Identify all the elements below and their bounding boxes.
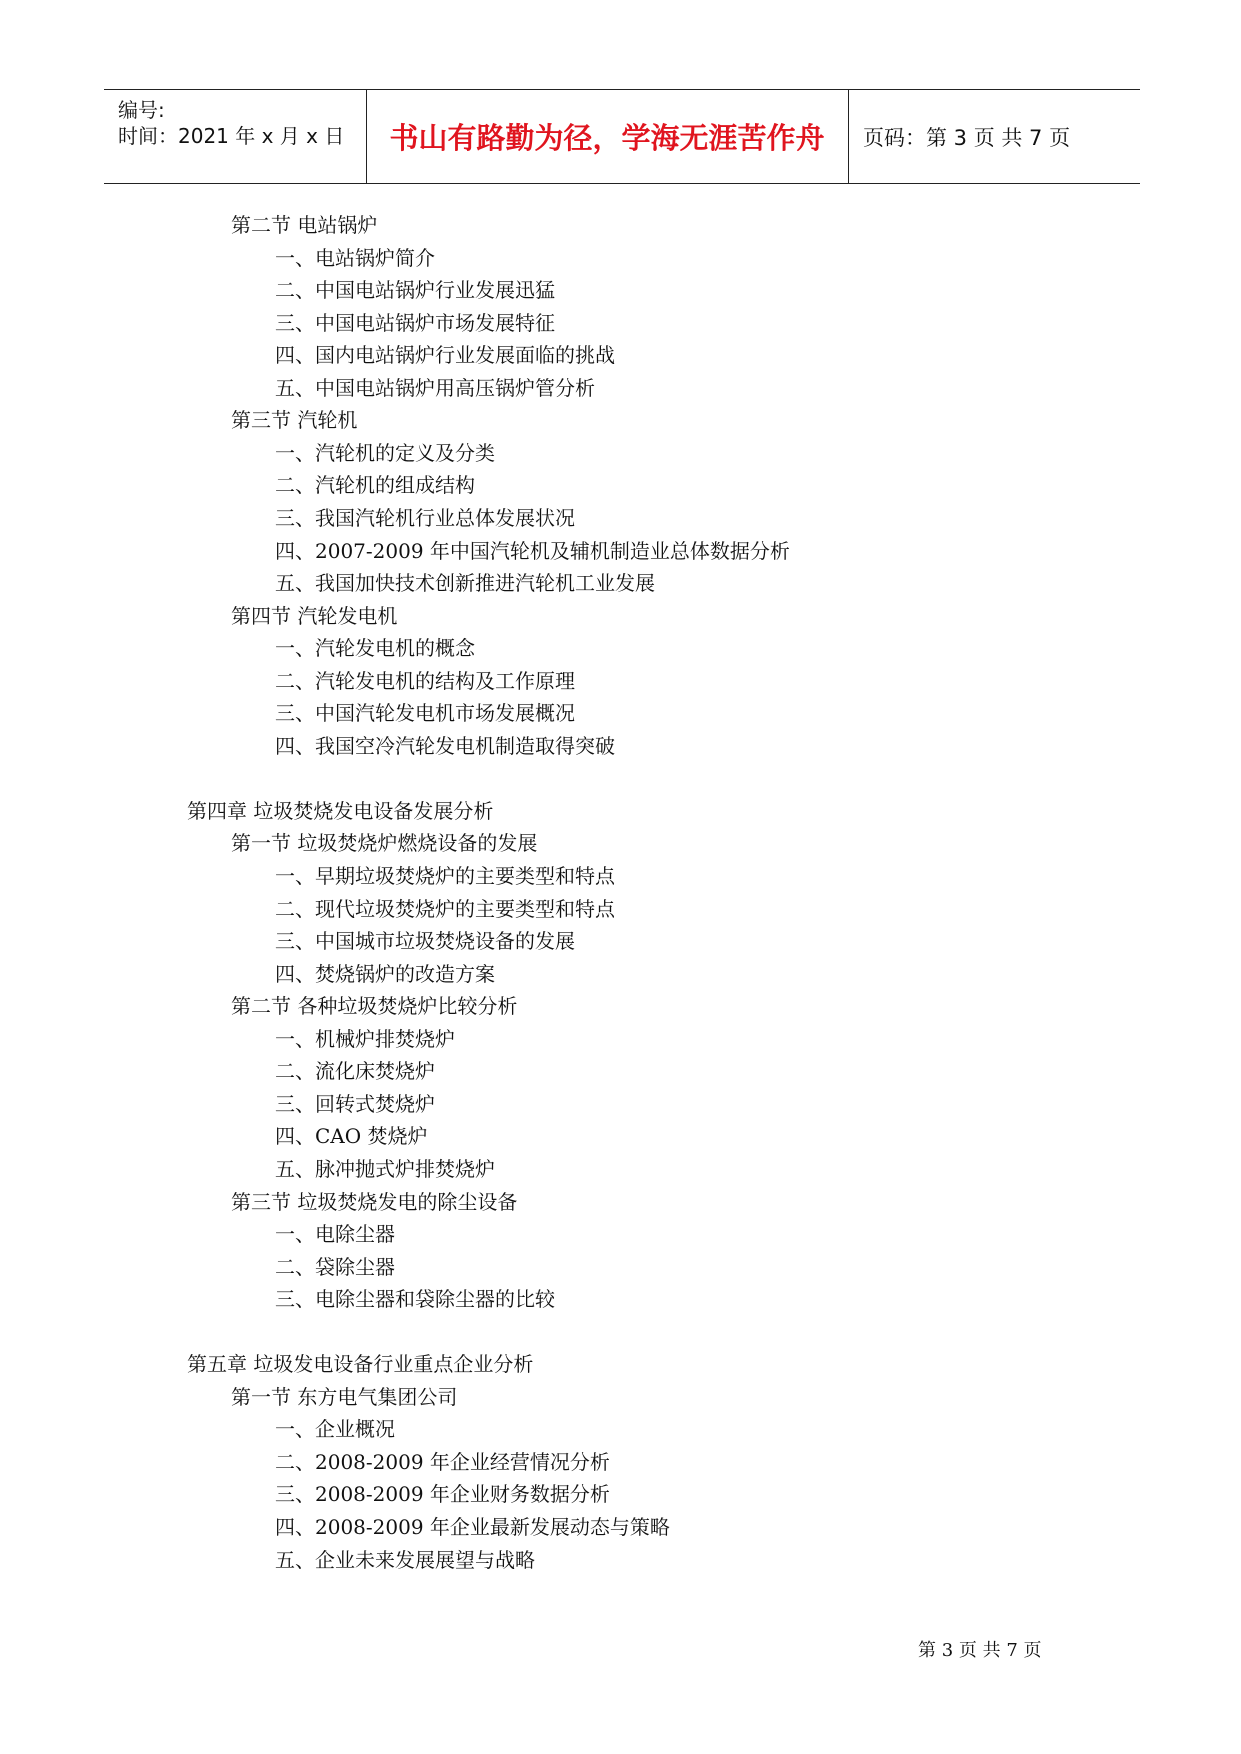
header-meta-cell: [104, 90, 367, 183]
toc-item: 三、中国城市垃圾焚烧设备的发展: [275, 929, 575, 954]
toc-item: 二、现代垃圾焚烧炉的主要类型和特点: [275, 896, 615, 921]
toc-item: 三、电除尘器和袋除尘器的比较: [275, 1287, 555, 1312]
toc-section: 第一节 垃圾焚烧炉燃烧设备的发展: [231, 831, 538, 856]
header-motto: 书山有路勤为径，学海无涯苦作舟: [366, 90, 849, 183]
toc-item: 一、汽轮发电机的概念: [275, 636, 475, 661]
toc-section: 第三节 汽轮机: [231, 408, 358, 433]
toc-item: 三、中国汽轮发电机市场发展概况: [275, 701, 575, 726]
toc-chapter: 第五章 垃圾发电设备行业重点企业分析: [187, 1352, 534, 1377]
document-date-label: 时间：2021 年 x 月 x 日: [118, 124, 345, 148]
toc-item: 二、中国电站锅炉行业发展迅猛: [275, 278, 555, 303]
toc-section: 第四节 汽轮发电机: [231, 603, 398, 628]
toc-item: 四、2008-2009 年企业最新发展动态与策略: [275, 1515, 670, 1539]
document-number-label: 编号:: [118, 98, 165, 122]
toc-item: 四、CAO 焚烧炉: [275, 1124, 428, 1149]
toc-item: 一、机械炉排焚烧炉: [275, 1026, 455, 1051]
toc-item: 二、汽轮机的组成结构: [275, 473, 475, 498]
toc-item: 一、早期垃圾焚烧炉的主要类型和特点: [275, 864, 615, 888]
toc-item: 一、电除尘器: [275, 1222, 395, 1247]
toc-section: 第三节 垃圾焚烧发电的除尘设备: [231, 1189, 518, 1214]
page-header: [104, 89, 1140, 184]
toc-section: 第一节 东方电气集团公司: [231, 1384, 458, 1409]
toc-item: 四、焚烧锅炉的改造方案: [275, 961, 495, 986]
toc-item: 四、2007-2009 年中国汽轮机及辅机制造业总体数据分析: [275, 538, 790, 563]
header-page-number: 页码：第 3 页 共 7 页: [863, 125, 1071, 150]
toc-item: 二、2008-2009 年企业经营情况分析: [275, 1449, 610, 1474]
toc-section: 第二节 电站锅炉: [231, 213, 378, 237]
toc-item: 三、我国汽轮机行业总体发展状况: [275, 505, 575, 530]
toc-item: 三、中国电站锅炉市场发展特征: [275, 310, 555, 335]
toc-item: 一、电站锅炉简介: [275, 245, 435, 270]
toc-item: 二、流化床焚烧炉: [275, 1059, 435, 1084]
toc-item: 五、我国加快技术创新推进汽轮机工业发展: [275, 571, 655, 596]
toc-item: 三、回转式焚烧炉: [275, 1091, 435, 1116]
toc-item: 二、袋除尘器: [275, 1254, 395, 1279]
toc-item: 五、中国电站锅炉用高压锅炉管分析: [275, 375, 595, 400]
toc-item: 五、企业未来发展展望与战略: [275, 1547, 535, 1572]
page-footer: 第 3 页 共 7 页: [918, 1640, 1042, 1661]
toc-item: 一、企业概况: [275, 1417, 395, 1442]
toc-item: 四、我国空冷汽轮发电机制造取得突破: [275, 733, 615, 758]
toc-item: 二、汽轮发电机的结构及工作原理: [275, 668, 575, 693]
toc-item: 五、脉冲抛式炉排焚烧炉: [275, 1156, 495, 1181]
toc-item: 四、国内电站锅炉行业发展面临的挑战: [275, 343, 615, 368]
toc-item: 三、2008-2009 年企业财务数据分析: [275, 1482, 610, 1507]
toc-item: 一、汽轮机的定义及分类: [275, 440, 495, 465]
toc-section: 第二节 各种垃圾焚烧炉比较分析: [231, 994, 518, 1019]
toc-chapter: 第四章 垃圾焚烧发电设备发展分析: [187, 798, 494, 823]
